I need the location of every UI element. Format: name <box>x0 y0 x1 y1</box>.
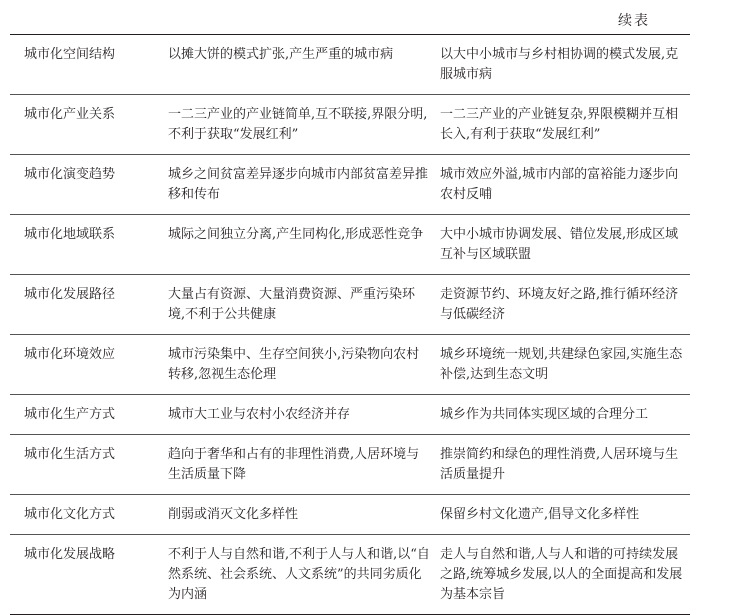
table-row <box>10 275 690 335</box>
before-cell: 城市污染集中、生存空间狭小,污染物向农村转移,忽视生态伦理 <box>168 347 420 382</box>
after-cell: 城乡环境统一规划,共建绿色家园,实施生态补偿,达到生态文明 <box>440 347 683 382</box>
continued-table-label: 续表 <box>618 13 650 29</box>
after-cell: 走资源节约、环境友好之路,推行循环经济与低碳经济 <box>440 287 679 322</box>
before-cell: 削弱或消灭文化多样性 <box>168 507 299 522</box>
row-item-cell: 城市化生产方式 <box>24 407 116 422</box>
row-item-cell: 城市化环境效应 <box>24 347 116 362</box>
row-item-cell: 城市化发展战略 <box>24 547 116 562</box>
row-item-cell: 城市化发展路径 <box>24 287 116 302</box>
after-cell: 城乡作为共同体实现区域的合理分工 <box>440 407 649 422</box>
after-cell: 推崇简约和绿色的理性消费,人居环境与生活质量提升 <box>440 447 679 482</box>
table-row <box>10 35 690 95</box>
row-item-cell: 城市化产业关系 <box>24 107 116 122</box>
table-row <box>10 495 690 535</box>
row-item-cell: 城市化生活方式 <box>24 447 116 462</box>
table-row <box>10 395 690 435</box>
after-cell: 城市效应外溢,城市内部的富裕能力逐步向农村反哺 <box>440 167 679 202</box>
row-item-cell: 城市化演变趋势 <box>24 167 116 182</box>
after-cell: 大中小城市协调发展、错位发展,形成区域互补与区域联盟 <box>440 227 679 262</box>
row-item-cell: 城市化空间结构 <box>24 47 116 62</box>
before-cell: 一二三产业的产业链简单,互不联接,界限分明,不利于获取“发展红利” <box>168 107 428 142</box>
before-cell: 以摊大饼的模式扩张,产生严重的城市病 <box>168 47 394 62</box>
row-item-cell: 城市化地域联系 <box>24 227 116 242</box>
before-cell: 大量占有资源、大量消费资源、严重污染环境,不利于公共健康 <box>168 287 416 322</box>
before-cell: 不利于人与自然和谐,不利于人与人和谐,以“自然系统、社会系统、人文系统”的共同劣质化为内涵 <box>168 547 430 602</box>
row-item-cell: 城市化文化方式 <box>24 507 116 522</box>
table-row <box>10 435 690 495</box>
table-row <box>10 335 690 395</box>
table-row <box>10 155 690 215</box>
before-cell: 城乡之间贫富差异逐步向城市内部贫富差异推移和传布 <box>168 167 429 202</box>
comparison-table <box>10 34 690 615</box>
after-cell: 走人与自然和谐,人与人和谐的可持续发展之路,统筹城乡发展,以人的全面提高和发展为基本宗旨 <box>440 547 683 602</box>
table-row <box>10 95 690 155</box>
table-row <box>10 215 690 275</box>
after-cell: 保留乡村文化遗产,倡导文化多样性 <box>440 507 640 522</box>
before-cell: 城际之间独立分离,产生同构化,形成恶性竞争 <box>168 227 424 242</box>
after-cell: 以大中小城市与乡村相协调的模式发展,克服城市病 <box>440 47 679 82</box>
before-cell: 城市大工业与农村小农经济并存 <box>168 407 351 422</box>
before-cell: 趋向于奢华和占有的非理性消费,人居环境与生活质量下降 <box>168 447 420 482</box>
table-row <box>10 535 690 615</box>
after-cell: 一二三产业的产业链复杂,界限模糊并互相长入,有利于获取“发展红利” <box>440 107 679 142</box>
